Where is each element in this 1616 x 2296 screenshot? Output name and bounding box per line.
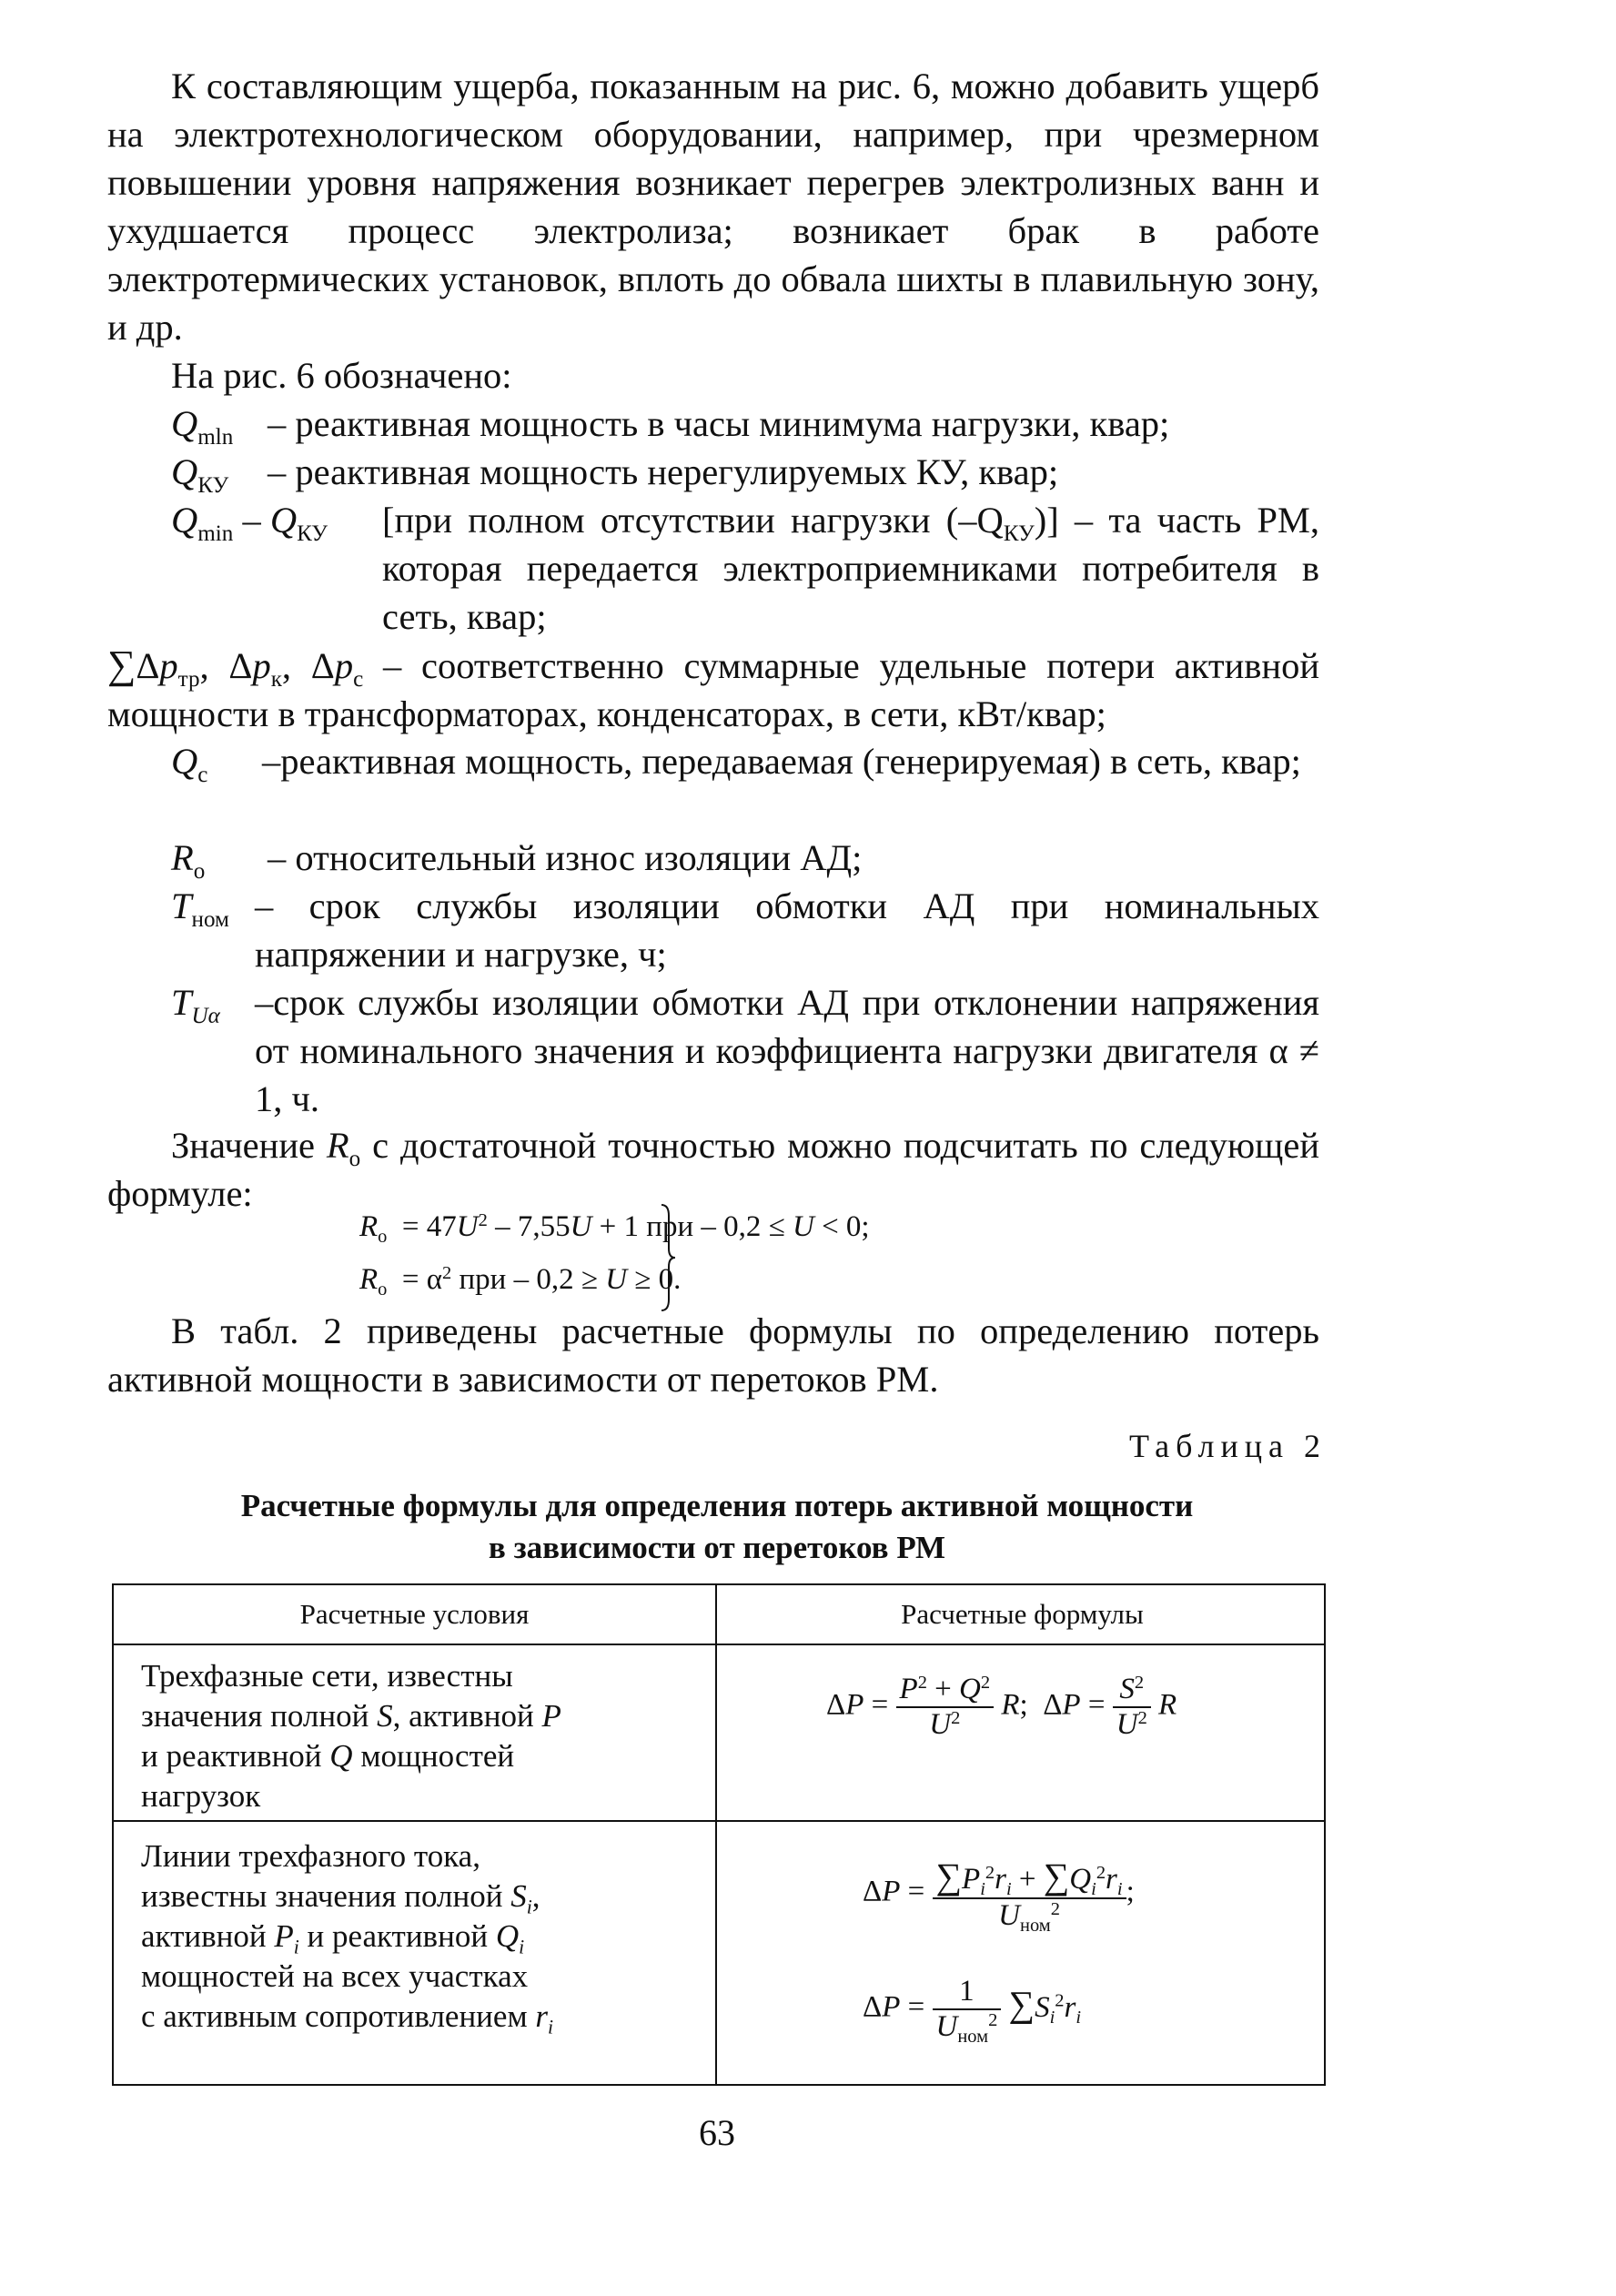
paragraph-legend-intro: На рис. 6 обозначено: <box>171 355 512 396</box>
table-header-divider <box>114 1644 1324 1645</box>
formula-line-2: $R_о = \alpha^2$ при – 0,2 ≥ U ≥ 0. <box>359 1262 682 1300</box>
paragraph-table-intro: В табл. 2 приведены расчетные формулы по определению потерь активной мощности в зависимости от перетоков РМ. <box>107 1310 1319 1400</box>
paragraph-intro: К составляющим ущерба, показанным на рис. 6, можно добавить ущерб на электротехнологическом оборудовании, например, при чрезмерном повышении уровня напряжения возникает перегрев электролизных ванн и ухудшается процесс электролиза; возникает брак в работе электротермических установок, вплоть до обвала шихты в плавильную зону, и др. <box>107 66 1319 348</box>
table-header-formulas: Расчетные формулы <box>901 1598 1144 1630</box>
formulas-table: Расчетные условия Расчетные формулы Трехфазные сети, известны значения полной S, активной P и реактивной Q мощностей нагрузок ΔP = $\frac{P^2 + Q^2}{U^2}$ R; ΔP = $\frac{S^2}{U^2}$ R Линии трехфазного тока, известны значения полной $S_i$, активной $P_i$ и реактивной $Q_i$ мощностей на всех участках с активным сопротивлением $r_i$ ΔP = $\frac{\sum P_i^2r_i + \sum Q_i^2r_i}{U_{ном}^2}$ ; ΔP = $\frac{1}{U_{ном}^2}$ $\sum S_i^2r_i$ <box>112 1583 1326 2086</box>
table-header-conditions: Расчетные условия <box>299 1598 530 1630</box>
formula-line-1: $R_о = 47U^2 - 7,55U + 1$ при – 0,2 ≤ U < 0; <box>359 1209 870 1248</box>
paragraph-ro-formula: Значение $R_о$ с достаточной точностью можно подсчитать по следующей формуле: <box>107 1125 1320 1214</box>
right-brace-icon <box>660 1203 676 1312</box>
table-row-1-conditions: Трехфазные сети, известны значения полной S, активной P и реактивной Q мощностей нагрузок <box>141 1658 561 1814</box>
definitions-list: $Q_{mln}$ – реактивная мощность в часы минимума нагрузки, квар; $Q_{КУ}$ – реактивная мощность нерегулируемых КУ, квар; $Q_{min} - Q_{КУ}$ [при полном отсутствии нагрузки $(-Q_{КУ})$] – та часть РМ, которая передается электроприемниками потребителя в сеть, квар; $\sum\Delta p_{тр}$, $\Delta p_к$, $\Delta p_с$ – соответственно суммарные удельные потери активной мощности в трансформаторах, конденсаторах, в сети, кВт/квар; $Q_с$ –реактивная мощность, передаваемая (генерируемая) в сеть, квар; $R_о$ – относительный износ изоляции АД; $T_{ном}$ – срок службы изоляции обмотки АД при номинальных напряжении и нагрузке, ч; $T_{U\alpha}$ –срок службы изоляции обмотки АД при отклонении напряжения от номинального значения и коэффициента нагрузки двигателя α ≠ 1, ч. <box>107 403 1320 1119</box>
table-title: Расчетные формулы для определения потерь активной мощности в зависимости от перетоков РМ <box>240 1488 1194 1565</box>
table-row-divider <box>114 1820 1324 1822</box>
page-number: 63 <box>699 2112 735 2153</box>
table-caption: Таблица 2 <box>1129 1428 1327 1464</box>
table-column-divider <box>715 1585 717 2084</box>
table-row-2-conditions: Линии трехфазного тока, известны значения полной $S_i$, активной $P_i$ и реактивной $Q_i$ мощностей на всех участках с активным сопротивлением $r_i$ <box>141 1838 554 2038</box>
